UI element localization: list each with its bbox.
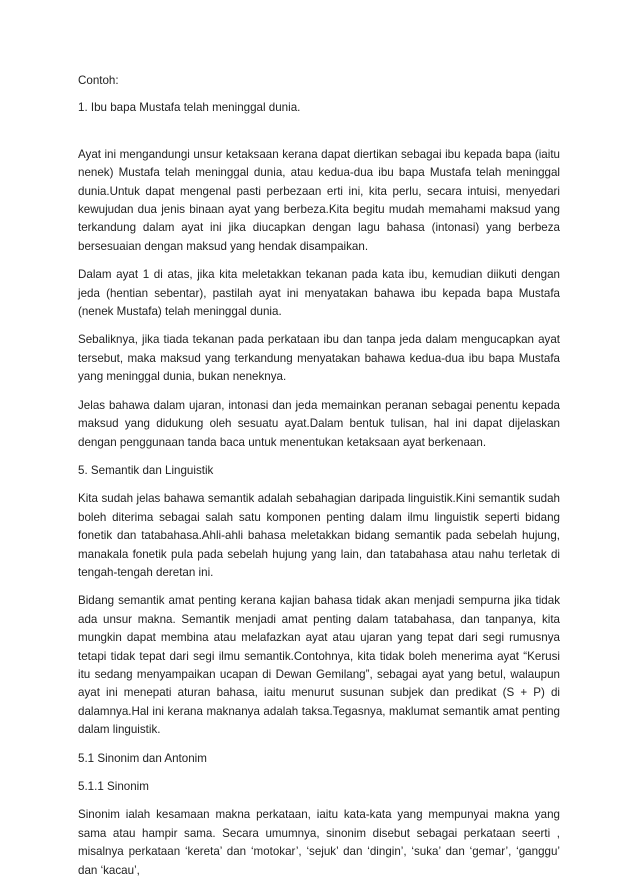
spacer	[78, 90, 560, 99]
heading-contoh: Contoh:	[78, 74, 119, 87]
paragraph-tanpa-jeda: Sebaliknya, jika tiada tekanan pada perkataan ibu dan tanpa jeda dalam mengucapkan ayat tersebut, maka maksud yang terkandung menyatakan bahawa kedua-dua ibu bapa Mustafa yang meninggal dunia, bukan neneknya.	[78, 333, 560, 384]
example-sentence-1: 1. Ibu bapa Mustafa telah meninggal dunia.	[78, 101, 301, 115]
section-heading-5: 5. Semantik dan Linguistik	[78, 463, 214, 477]
paragraph-sinonim: Sinonim ialah kesamaan makna perkataan, iaitu kata-kata yang mempunyai makna yang sama atau hampir sama. Secara umumnya, sinonim disebut sebagai perkataan seerti , misalnya perkataan ‘kereta’ dan ‘motokar’, ‘sejuk’ dan ‘dingin’, ‘suka’ dan ‘gemar’, ‘ganggu’ dan ‘kacau’,	[78, 808, 560, 877]
paragraph-tekanan-jeda: Dalam ayat 1 di atas, jika kita meletakkan tekanan pada kata ibu, kemudian diikuti dengan jeda (hentian sebentar), pastilah ayat ini menyatakan bahawa ibu kepada bapa Mustafa (nenek Mustafa) telah meninggal dunia.	[78, 268, 560, 319]
paragraph-intonasi: Jelas bahawa dalam ujaran, intonasi dan jeda memainkan peranan sebagai penentu kepada maksud yang didukung oleh sesuatu ayat.Dalam bentuk tulisan, hal ini dapat dijelaskan dengan penggunaan tanda baca untuk menentukan ketaksaan ayat berkenaan.	[78, 398, 560, 449]
paragraph-semantik-linguistik: Kita sudah jelas bahawa semantik adalah sebahagian daripada linguistik.Kini semantik sudah boleh diterima sebagai salah satu komponen penting dalam ilmu linguistik seperti bidang fonetik dan tatabahasa.Ahli-ahli bahasa meletakkan bidang semantik pada sebelah hujung, manakala fonetik pula pada sebelah hujung yang lain, dan tatabahasa atau nahu terletak di tengah-tengah deretan ini.	[78, 492, 560, 579]
spacer	[78, 118, 560, 146]
document-page	[78, 72, 560, 880]
section-heading-5-1-1: 5.1.1 Sinonim	[78, 780, 149, 793]
paragraph-ketaksaan-intro: Ayat ini mengandungi unsur ketaksaan kerana dapat diertikan sebagai ibu kepada bapa (iaitu nenek) Mustafa telah meninggal dunia, atau kedua-dua ibu bapa Mustafa telah meninggal dunia.Untuk dapat mengenal pasti perbezaan erti ini, kita perlu, secara intuisi, menyedari kewujudan dua jenis binaan ayat yang berbeza.Kita begitu mudah memahami maksud yang terkandung dalam ayat ini jika diucapkan dengan lagu bahasa (intonasi) yang berbeza bersesuaian dengan maksud yang hendak disampaikan.	[78, 147, 560, 253]
section-heading-5-1: 5.1 Sinonim dan Antonim	[78, 751, 207, 765]
paragraph-semantik-penting: Bidang semantik amat penting kerana kajian bahasa tidak akan menjadi sempurna jika tidak ada unsur makna. Semantik menjadi amat penting dalam tatabahasa, dan tanpanya, kita mungkin dapat membina atau melafazkan ayat atau ujaran yang tepat dari segi rumusnya tetapi tidak tepat dari segi ilmu semantik.Contohnya, kita tidak boleh menerima ayat “Kerusi itu sedang menyampaikan ucapan di Dewan Gemilang”, sebagai ayat yang betul, walaupun ayat ini menepati aturan bahasa, iaitu menurut susunan subjek dan predikat (S + P) di dalamnya.Hal ini kerana maknanya adalah taksa.Tegasnya, maklumat semantik amat penting dalam linguistik.	[78, 594, 560, 737]
